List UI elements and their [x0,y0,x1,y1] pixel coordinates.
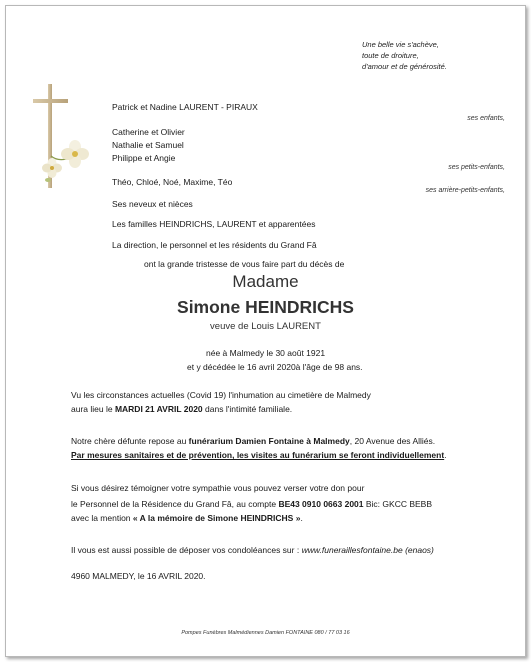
donation-line-1: Si vous désirez témoigner votre sympathie vous pouvez verser votre don pour [71,483,365,493]
poem-line-3: d'amour et de générosité. [362,62,447,71]
condolences-line: Il vous est aussi possible de déposer vos condoléances sur : www.funeraillesfontaine.be (enaos) [71,545,434,555]
donation-line-3: avec la mention « A la mémoire de Simone HEINDRICHS ». [71,513,303,523]
ceremony-line-2: aura lieu le MARDI 21 AVRIL 2020 dans l'intimité familiale. [71,404,293,414]
funerarium-line: Notre chère défunte repose au funérarium Damien Fontaine à Malmedy, 20 Avenue des Alliés. [71,436,436,446]
donation-line-2: le Personnel de la Résidence du Grand Fâ, au compte BE43 0910 0663 2001 Bic: GKCC BEBB [71,499,433,509]
grandchild-3: Philippe et Angie [112,153,176,163]
poem [362,39,447,72]
label-enfants: ses enfants, [467,115,505,122]
ceremony-date: MARDI 21 AVRIL 2020 [114,404,203,414]
grandchild-2: Nathalie et Samuel [112,140,184,150]
family-great-grandchildren: Théo, Chloé, Noé, Maxime, Téo [112,177,233,187]
deceased-name: Simone HEINDRICHS [177,297,354,317]
death-info: et y décédée le 16 avril 2020à l'âge de 98 ans. [187,362,363,372]
condolences-link[interactable]: www.funeraillesfontaine.be [301,545,403,555]
poem-line-1: Une belle vie s'achève, [362,40,439,49]
family-direction: La direction, le personnel et les résidents du Grand Fâ [112,240,317,250]
funerarium-name: funérarium Damien Fontaine à Malmedy [188,436,350,446]
footer-funeral-home: Pompes Funèbres Malmédiennes Damien FONTAINE 080 / 77 03 16 [181,630,350,636]
place-date: 4960 MALMEDY, le 16 AVRIL 2020. [71,571,206,581]
announcement: ont la grande tristesse de vous faire part du décès de [144,259,345,269]
poem-line-2: toute de droiture, [362,51,419,60]
title-madame: Madame [232,272,299,291]
label-petits-enfants: ses petits-enfants, [448,164,505,171]
ceremony-line-1: Vu les circonstances actuelles (Covid 19) l'inhumation au cimetière de Malmedy [71,390,371,400]
birth-info: née à Malmedy le 30 août 1921 [206,348,326,358]
widow-of: veuve de Louis LAURENT [210,321,321,332]
family-familles: Les familles HEINDRICHS, LAURENT et apparentées [112,219,316,229]
family-neveux: Ses neveux et nièces [112,199,193,209]
donation-mention: « A la mémoire de Simone HEINDRICHS » [132,513,301,523]
family-grandchildren [112,126,185,165]
bank-account: BE43 0910 0663 2001 [278,499,364,509]
grandchild-1: Catherine et Olivier [112,127,185,137]
family-children: Patrick et Nadine LAURENT - PIRAUX [112,102,258,112]
visits-notice: Par mesures sanitaires et de prévention, les visites au funérarium se feront individuellement. [71,450,447,460]
cross-flower-icon [28,84,98,194]
label-arriere-petits-enfants: ses arrière-petits-enfants, [425,187,505,194]
